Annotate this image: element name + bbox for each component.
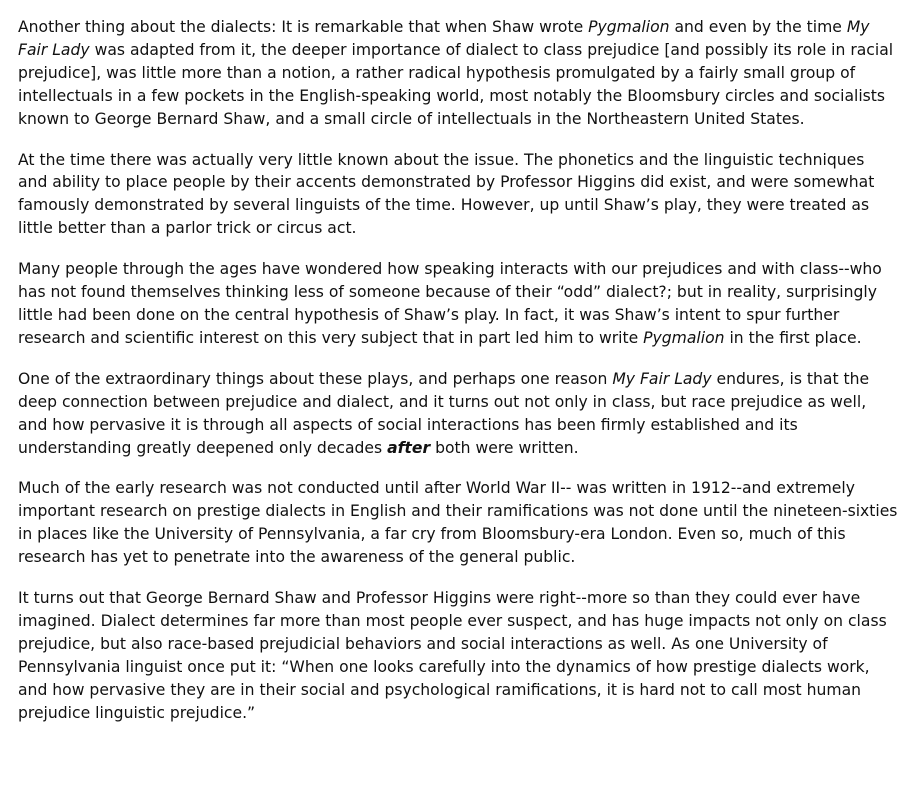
text-run: in the first place. [724,328,862,347]
text-run: Another thing about the dialects: It is remarkable that when Shaw wrote [18,18,589,36]
text-run: endures, is that the deep connection between prejudice and dialect, and it turns out not only in class, but race prejudice as well, and how pervasive it is through all aspects of social interactions has been firmly established and its understanding greatly deepened only decades [18,369,870,457]
paragraph-early-research [18,477,898,569]
text-run: One of the extraordinary things about these plays, and perhaps one reason [18,369,613,388]
text-run: It turns out that George Bernard Shaw and Professor Higgins were right--more so than they could ever have imagined. Dialect determines far more than most people ever suspect, and has huge impacts not only on class prejudice, but also race-based prejudicial behaviors and social interactions as well. As one University of Pennsylvania linguist once put it: “When one looks carefully into the dynamics of how prestige dialects work, and how pervasive they are in their social and psychological ramifications, it is hard not to call most human prejudice linguistic prejudice.” [18,589,887,722]
paragraph-extraordinary-things [18,368,898,460]
paragraph-speaking-prejudice [18,258,898,350]
text-run: Many people through the ages have wondered how speaking interacts with our prejudices and with class--who has not found themselves thinking less of someone because of their “odd” dialect?; but in reality, surprisingly little had been done on the central hypothesis of Shaw’s play. In fact, it was Shaw’s intent to spur further research and scientific interest on this very subject that in part led him to write [18,260,882,347]
paragraph-dialects-intro [18,16,898,131]
text-run: both were written. [430,438,579,457]
text-run: and even by the time [669,18,847,36]
text-run: Much of the early research was not conducted until after World War II-- was written in 1912--and extremely important research on prestige dialects in English and their ramifications was not done until the nineteen-sixties in places like the University of Pennsylvania, a far cry from Bloomsbury-era London. Even so, much of this research has yet to penetrate into the awareness of the general public. [18,479,898,567]
text-run: At the time there was actually very little known about the issue. The phonetics and the linguistic techniques and ability to place people by their accents demonstrated by Professor Higgins did exist, and were somewhat famously demonstrated by several linguists of the time. However, up until Shaw’s play, they were treated as little better than a parlor trick or circus act. [18,150,875,238]
title-my-fair-lady: My Fair Lady [612,369,712,388]
paragraph-conclusion [18,587,898,724]
title-my-fair-lady: My Fair Lady [18,18,870,59]
title-pygmalion: Pygmalion [588,18,670,36]
emphasis-after: after [387,438,431,457]
title-pygmalion: Pygmalion [643,328,725,347]
text-run: was adapted from it, the deeper importance of dialect to class prejudice [and possibly its role in racial prejudice], was little more than a notion, a rather radical hypothesis promulgated by a fairly small group of intellectuals in a few pockets in the English-speaking world, most notably the Bloomsbury circles and socialists known to George Bernard Shaw, and a small circle of intellectuals in the Northeastern United States. [18,40,894,128]
paragraph-phonetics [18,149,898,241]
